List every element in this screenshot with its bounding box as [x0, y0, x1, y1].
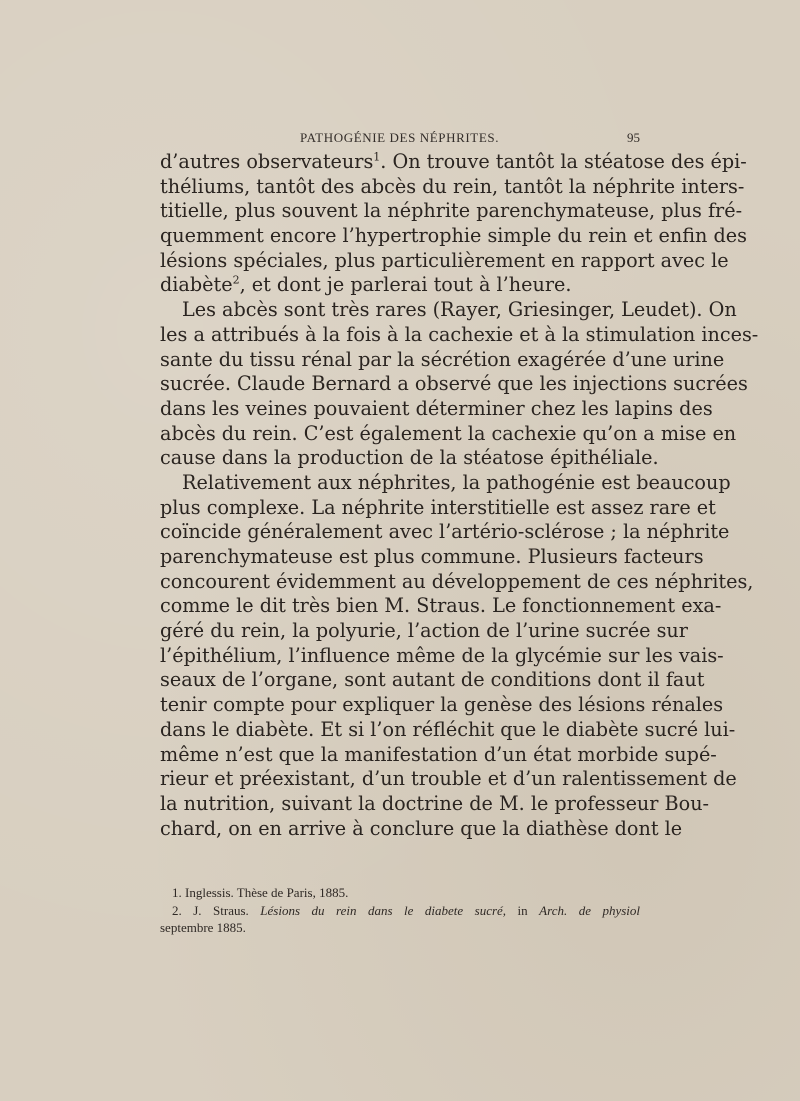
text-line: dans les veines pouvaient déterminer chez les lapins des — [160, 396, 713, 420]
running-head — [160, 130, 640, 148]
footnote-ref: 2 — [232, 274, 240, 288]
text-line: sucrée. Claude Bernard a observé que les injections sucrées — [160, 372, 748, 396]
text-line: les a attribués à la fois à la cachexie et à la stimulation inces- — [160, 322, 759, 346]
footnote-2: 2. J. Straus. Lésions du rein dans le diabete sucré, in Arch. de physiol — [172, 902, 641, 918]
text-line: plus complexe. La néphrite interstitielle est assez rare et — [160, 495, 716, 519]
footnote-1: 1. Inglessis. Thèse de Paris, 1885. — [172, 885, 349, 900]
text-line: d’autres observateurs$^1$. On trouve tantôt la stéatose des épi- — [160, 150, 747, 173]
text-line: chard, on en arrive à conclure que la diathèse dont le — [160, 816, 683, 840]
text-line: dans le diabète. Et si l’on réfléchit que le diabète sucré lui- — [160, 717, 736, 741]
footnote-2-journal: Arch. de physiol — [539, 902, 641, 918]
footnote-2-continued: septembre 1885. — [160, 920, 246, 935]
footnotes — [160, 884, 640, 937]
text-line: concourent évidemment au développement de ces néphrites, — [160, 569, 754, 593]
text-line: l’épithélium, l’influence même de la glycémie sur les vais- — [160, 643, 724, 667]
text-line: sante du tissu rénal par la sécrétion exagérée d’une urine — [160, 347, 725, 371]
text-line: diabète$^2$, et dont je parlerai tout à l’heure. — [160, 273, 572, 297]
text-line: coïncide généralement avec l’artério-sclérose ; la néphrite — [160, 520, 730, 544]
text-line: Les abcès sont très rares (Rayer, Griesinger, Leudet). On — [182, 298, 737, 322]
text-line: seaux de l’organe, sont autant de conditions dont il faut — [160, 668, 705, 692]
running-title: PATHOGÉNIE DES NÉPHRITES. — [300, 130, 500, 145]
text-line: géré du rein, la polyurie, l’action de l’urine sucrée sur — [160, 619, 688, 643]
text-line: abcès du rein. C’est également la cachexie qu’on a mise en — [160, 421, 737, 445]
page-number: 95 — [627, 130, 640, 145]
text-line: comme le dit très bien M. Straus. Le fonctionnement exa- — [160, 594, 722, 618]
text-line: Relativement aux néphrites, la pathogénie est beaucoup — [182, 470, 731, 494]
text-line: la nutrition, suivant la doctrine de M. le professeur Bou- — [160, 791, 710, 815]
footnote-ref: 1 — [373, 150, 381, 164]
text-line: théliums, tantôt des abcès du rein, tantôt la néphrite inters- — [160, 174, 745, 198]
text-line: titielle, plus souvent la néphrite parenchymateuse, plus fré- — [160, 199, 743, 223]
text-line: quemment encore l’hypertrophie simple du rein et enfin des — [160, 224, 747, 248]
body-text — [160, 150, 759, 841]
text-line: cause dans la production de la stéatose épithéliale. — [160, 446, 659, 470]
footnote-2-title: Lésions du rein dans le diabete sucré, — [260, 902, 507, 918]
text-line: même n’est que la manifestation d’un état morbide supé- — [160, 742, 717, 766]
text-line: lésions spéciales, plus particulièrement en rapport avec le — [160, 248, 729, 272]
text-line: parenchymateuse est plus commune. Plusieurs facteurs — [160, 545, 704, 568]
text-line: rieur et préexistant, d’un trouble et d’un ralentissement de — [160, 767, 737, 791]
text-line: tenir compte pour expliquer la genèse des lésions rénales — [160, 693, 724, 717]
